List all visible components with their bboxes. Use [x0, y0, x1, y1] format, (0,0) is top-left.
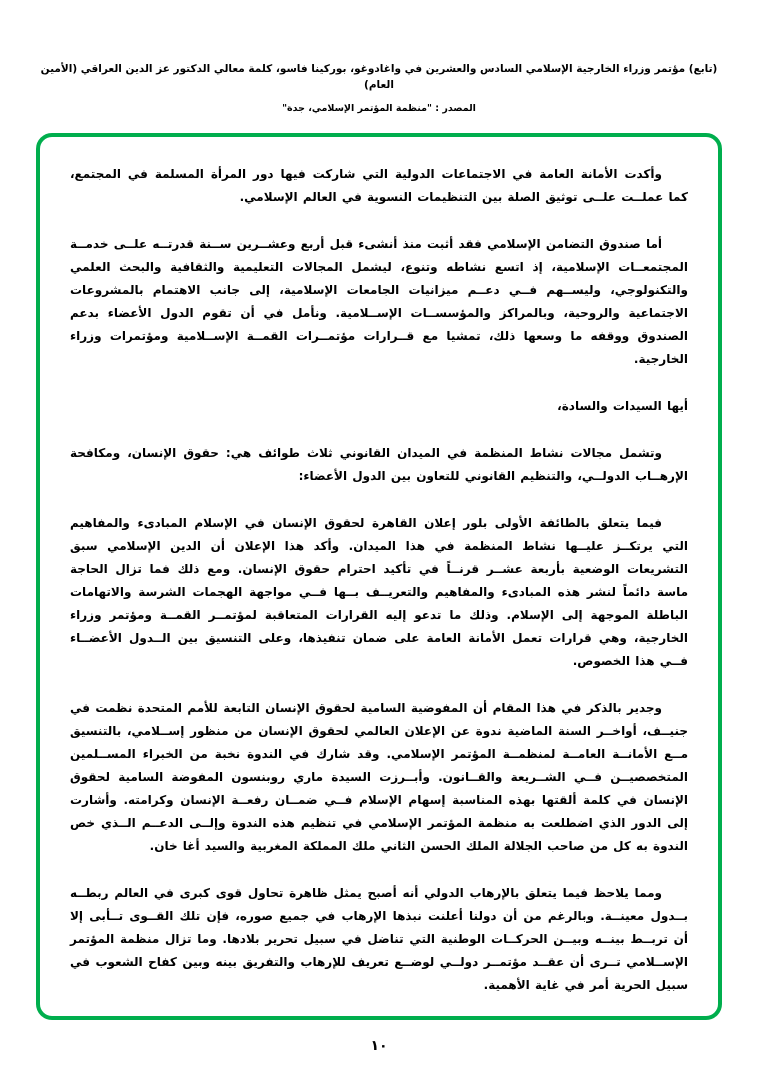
paragraph-cairo-declaration: فيما يتعلق بالطائفة الأولى بلور إعلان القاهرة لحقوق الإنسان في الإسلام المبادىء والمفاهيم التي يرتكــز عليــها نشاط المنظمة في هذا الميدان. وأكد هذا الإعلان أن الدين الإسلامي سبق التشريعات الوضعية بأربعة عشــر قرنــاً في تأكيد احترام حقوق الإنسان. ومع ذلك فما تزال الحاجة ماسة دائماً لنشر هذه المبادىء والمفاهيم والتعريــف بــها فــي مواجهة الهجمات الشرسة والاتهامات الباطلة الموجهة إلى الإسلام. وذلك ما تدعو إليه القرارات المتعاقبة لمؤتمــر القمــة ومؤتمر وزراء الخارجية، وهي قرارات تعمل الأمانة العامة على ضمان تنفيذها، وعلى التنسيق بين الــدول الأعضــاء فــي هذا الخصوص.: [70, 516, 688, 668]
paragraph-salutation: أيها السيدات والسادة،: [557, 399, 688, 413]
paragraph-un-human-rights-seminar: وجدير بالذكر في هذا المقام أن المفوضية السامية لحقوق الإنسان التابعة للأمم المتحدة نظمت في جنيــف، أواخــر السنة الماضية ندوة عن الإعلان العالمي لحقوق الإنسان من منظور إســلامي، بالتنسيق مــع الأمانــة العامــة لمنظمــة المؤتمر الإسلامي. وقد شارك في الندوة نخبة من الخبراء المســلمين المتخصصيــن فــي الشــريعة والقــانون. وأبــرزت السيدة ماري روبنسون المفوضة السامية لحقوق الإنسان في كلمة ألقتها بهذه المناسبة إسهام الإسلام فــي ضمــان رفعــة الإنسان وكرامته. وأشارت إلى الدور الذي اضطلعت به منظمة المؤتمر الإسلامي في تنظيم هذه الندوة وإلــى الدعــم الــذي خص الندوة به كل من صاحب الجلالة الملك الحسن الثاني ملك المملكة المغربية والسيد أغا خان.: [70, 701, 688, 853]
page-number: ١٠: [370, 1038, 388, 1054]
header-title: (تابع) مؤتمر وزراء الخارجية الإسلامي السادس والعشرين في واغادوغو، بوركينا فاسو، كلمة معالي الدكتور عز الدين العراقي (الأمين العام): [40, 63, 718, 91]
paragraph-women-role: وأكدت الأمانة العامة في الاجتماعات الدولية التي شاركت فيها دور المرأة المسلمة في المجتمع، كما عملــت علــى توثيق الصلة بين التنظيمات النسوية في العالم الإسلامي.: [70, 167, 688, 204]
header-source-line: المصدر : "منظمة المؤتمر الإسلامي، جدة": [282, 102, 476, 114]
content-border-box: [36, 133, 722, 1020]
paragraph-solidarity-fund: أما صندوق التضامن الإسلامي فقد أثبت منذ أنشىء قبل أربع وعشــرين ســنة قدرتــه علــى خدمــة المجتمعــات الإسلامية، إذ اتسع نشاطه وتنوع، ليشمل المجالات التعليمية والثقافية والبحث العلمي والتكنولوجي، وليســهم فــي دعــم ميزانيات الجامعات الإسلامية، إلى جانب الاهتمام بالمشروعات الاجتماعية والروحية، وبالمراكز والمؤسســات الإســلامية. ونأمل في أن تقوم الدول الأعضاء بدعم الصندوق ووقفه ما وسعها ذلك، تمشيا مع قــرارات مؤتمــرات القمــة الإســلامية ومؤتمرات وزراء الخارجية.: [70, 237, 688, 366]
paragraph-international-terrorism: ومما يلاحظ فيما يتعلق بالإرهاب الدولي أنه أصبح يمثل ظاهرة تحاول قوى كبرى في العالم ربطــه بــدول معينــة. وبالرغم من أن دولنا أعلنت نبذها الإرهاب في جميع صوره، فإن تلك القــوى تــأبى إلا أن تربــط بينــه وبيــن الحركــات الوطنية التي تناضل في سبيل تحرير بلادها. وما تزال منظمة المؤتمر الإســلامي تــرى أن عقــد مؤتمــر دولــي لوضــع تعريف للإرهاب والتفريق بينه وبين كفاح الشعوب في سبيل الحرية أمر في غاية الأهمية.: [70, 886, 688, 992]
document-header: [40, 62, 718, 114]
paragraph-legal-fields: وتشمل مجالات نشاط المنظمة في الميدان القانوني ثلاث طوائف هي: حقوق الإنسان، ومكافحة الإرهــاب الدولــي، والتنظيم القانوني للتعاون بين الدول الأعضاء:: [70, 446, 688, 483]
